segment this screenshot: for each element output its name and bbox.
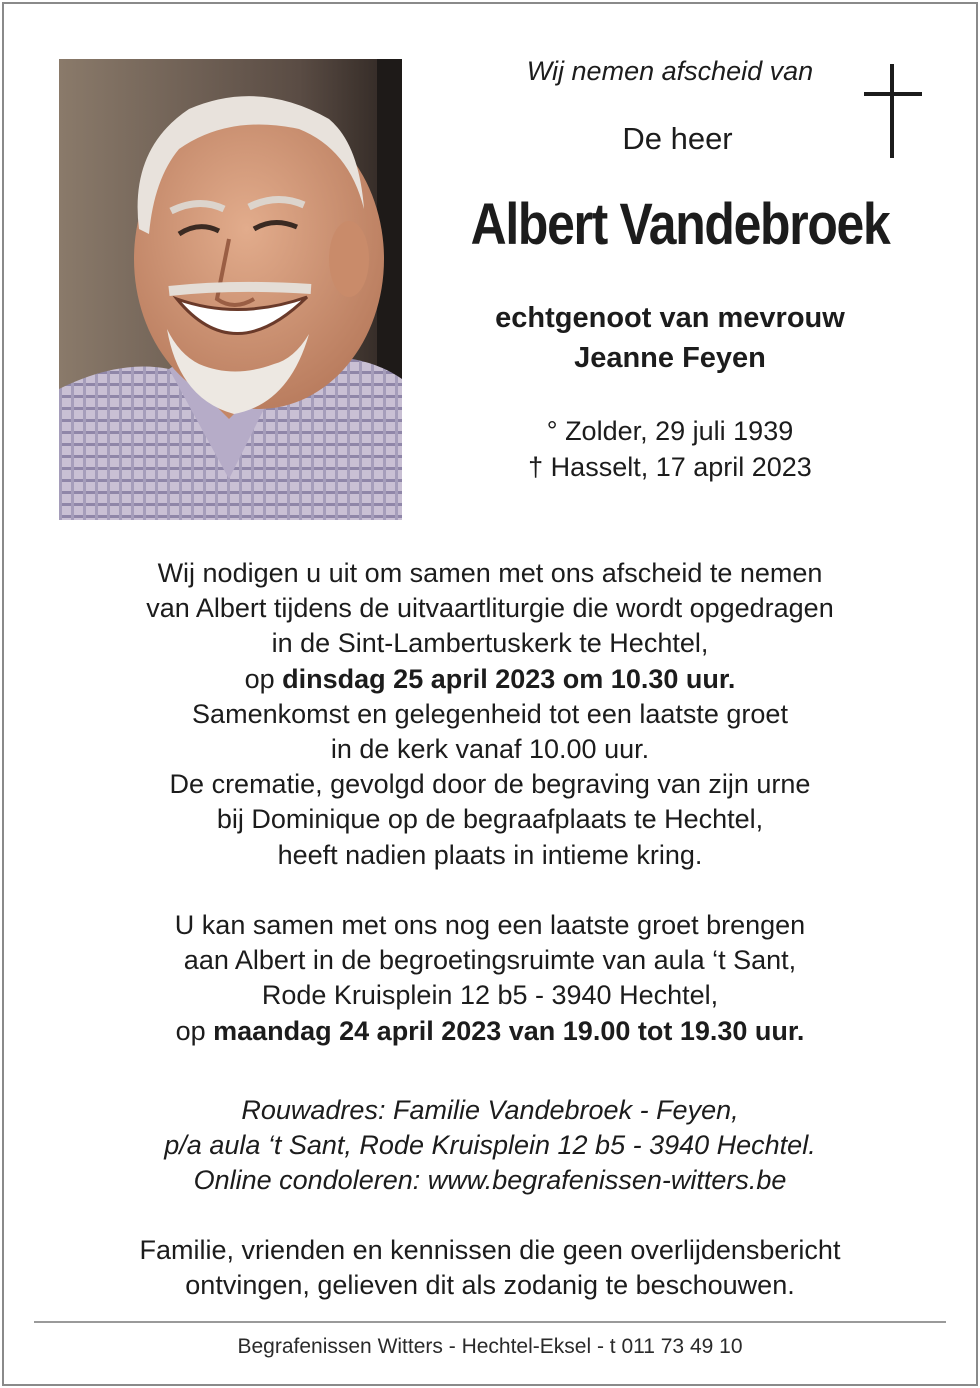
ceremony-paragraph [40,556,940,873]
ceremony-line-6: in de kerk vanaf 10.00 uur. [330,734,650,765]
death-date: † Hasselt, 17 april 2023 [528,452,812,482]
visitation-paragraph [40,908,940,1049]
address-line-1: Rouwadres: Familie Vandebroek - Feyen, [241,1095,739,1125]
footer-divider [34,1321,946,1323]
ceremony-line-2: van Albert tijdens de uitvaartliturgie die wordt opgedragen [146,593,834,624]
condolence-line: Online condoleren: www.begrafenissen-witters.be [193,1165,787,1196]
visitation-line-1: U kan samen met ons nog een laatste groet brengen [174,910,806,940]
birth-date: ° Zolder, 29 juli 1939 [546,416,794,446]
spouse-line-1: echtgenoot van mevrouw [495,302,845,334]
ceremony-line-1: Wij nodigen u uit om samen met ons afscheid te nemen [157,558,823,588]
ceremony-line-4 [40,662,940,697]
notice-paragraph [40,1233,940,1303]
salutation: De heer [622,121,733,156]
spouse-line-2: Jeanne Feyen [574,342,766,374]
funeral-home-footer: Begrafenissen Witters - Hechtel-Eksel - t 011 73 49 10 [237,1335,743,1358]
address-line-2: p/a aula ‘t Sant, Rode Kruisplein 12 b5 - 3940 Hechtel. [164,1130,816,1161]
ceremony-date: dinsdag 25 april 2023 om 10.30 uur. [282,663,736,694]
visitation-line-3: Rode Kruisplein 12 b5 - 3940 Hechtel, [261,980,719,1011]
notice-line-1: Familie, vrienden en kennissen die geen overlijdensbericht [139,1235,841,1265]
deceased-name: Albert Vandebroek [470,192,890,257]
ceremony-date-prefix: op [244,663,283,694]
ceremony-line-9: heeft nadien plaats in intieme kring. [277,839,703,870]
ceremony-line-3: in de Sint-Lambertuskerk te Hechtel, [271,628,709,659]
address-paragraph [40,1093,940,1199]
life-dates [420,413,920,485]
visitation-date: maandag 24 april 2023 van 19.00 tot 19.30 uur. [213,1015,805,1046]
notice-line-2: ontvingen, gelieven dit als zodanig te beschouwen. [185,1270,795,1301]
ceremony-line-5: Samenkomst en gelegenheid tot een laatste groet [192,698,788,729]
ceremony-line-7: De crematie, gevolgd door de begraving van zijn urne [169,769,811,800]
portrait-photo [59,59,402,520]
visitation-date-prefix: op [175,1015,214,1046]
visitation-line-4 [40,1014,940,1049]
spouse-block [420,298,920,378]
visitation-line-2: aan Albert in de begroetingsruimte van aula ‘t Sant, [183,945,797,976]
intro-text: Wij nemen afscheid van [526,56,814,86]
ceremony-line-8: bij Dominique op de begraafplaats te Hechtel, [216,804,764,835]
